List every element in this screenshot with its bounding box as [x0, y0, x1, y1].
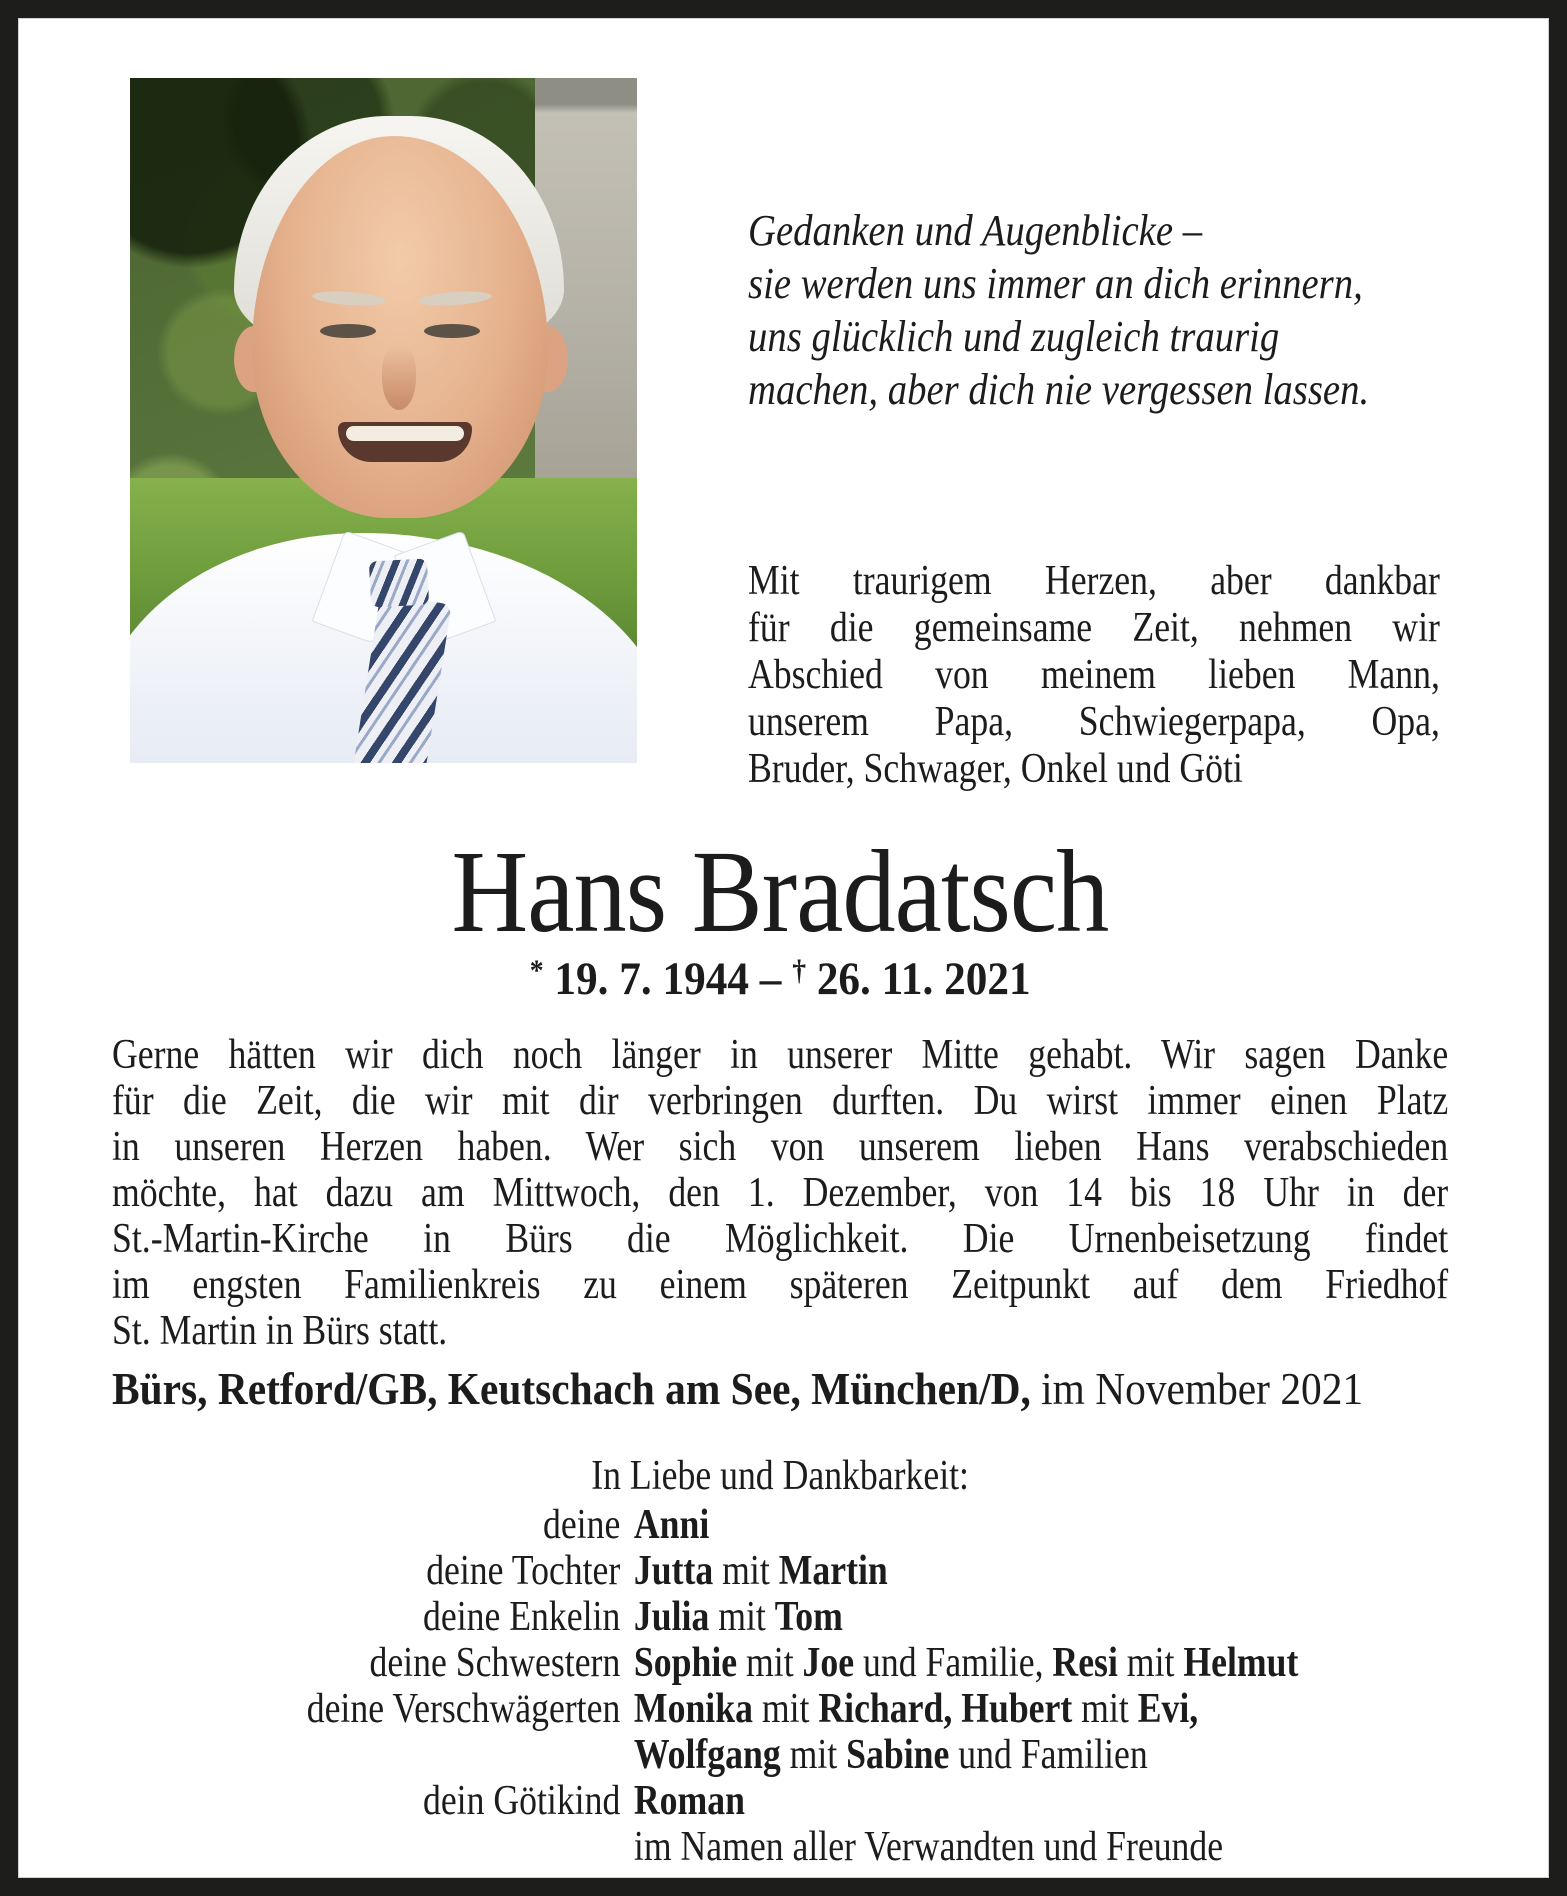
farewell-intro-line: unserem Papa, Schwiegerpapa, Opa, — [748, 699, 1440, 745]
mourner-name: Resi — [1052, 1640, 1118, 1686]
portrait-photo — [130, 78, 637, 763]
announcement-paragraph-line: in unseren Herzen haben. Wer sich von unserem lieben Hans verabschieden — [112, 1124, 1449, 1170]
farewell-intro-line: Mit traurigem Herzen, aber dankbar — [748, 558, 1440, 604]
mourner-names — [634, 1732, 1448, 1778]
mourner-connector: und Familie, — [854, 1640, 1053, 1686]
announcement-paragraph-line: im engsten Familienkreis zu einem späteren Zeitpunkt auf dem Friedhof — [112, 1262, 1449, 1308]
death-dagger-symbol: † — [791, 954, 806, 987]
memorial-quote-line: machen, aber dich nie vergessen lassen. — [748, 365, 1370, 414]
farewell-intro-line: für die gemeinsame Zeit, nehmen wir — [748, 605, 1440, 651]
mourner-name: Richard, Hubert — [818, 1686, 1073, 1732]
announcement-paragraph-line: St.-Martin-Kirche in Bürs die Möglichkeit. Die Urnenbeisetzung findet — [112, 1216, 1449, 1262]
places-date: im November 2021 — [1030, 1363, 1364, 1414]
mourner-relation-label: deine — [542, 1502, 621, 1548]
birth-date: 19. 7. 1944 — [554, 953, 749, 1005]
mourner-relation-label: deine Verschwägerten — [306, 1686, 621, 1732]
mourner-relation-label: deine Tochter — [426, 1548, 621, 1594]
mourner-relation-label: dein Götikind — [422, 1778, 621, 1824]
life-dates — [112, 952, 1448, 1006]
deceased-name-block — [112, 826, 1448, 957]
memorial-quote-line: sie werden uns immer an dich erinnern, — [748, 259, 1363, 308]
announcement-paragraph-line: St. Martin in Bürs statt. — [112, 1308, 448, 1354]
mourner-name: Sabine — [846, 1732, 950, 1778]
mourner-row — [112, 1594, 1448, 1640]
photo-smile — [338, 422, 472, 462]
photo-tie-knot — [369, 559, 429, 608]
farewell-intro — [748, 558, 1440, 793]
mourner-name: Wolfgang — [633, 1732, 781, 1778]
mourner-row — [112, 1548, 1448, 1594]
mourner-relation-label — [112, 1824, 620, 1870]
mourner-names — [634, 1548, 1448, 1594]
mourner-name: Evi, — [1137, 1686, 1199, 1732]
mourner-relation-label — [112, 1732, 620, 1778]
photo-eye-right — [424, 324, 480, 338]
memorial-quote-line: uns glücklich und zugleich traurig — [748, 312, 1280, 361]
mourner-connector: im Namen aller Verwandten und Freunde — [633, 1824, 1224, 1870]
mourner-connector: mit — [1072, 1686, 1138, 1732]
places-line — [112, 1363, 1448, 1415]
mourner-connector: und Familien — [949, 1732, 1148, 1778]
places-bold: Bürs, Retford/GB, Keutschach am See, München/D, — [112, 1363, 1031, 1414]
mourner-name: Monika — [633, 1686, 753, 1732]
birth-star-symbol: * — [529, 954, 544, 987]
announcement-paragraph-line: für die Zeit, die wir mit dir verbringen durften. Du wirst immer einen Platz — [112, 1078, 1449, 1124]
mourner-name: Roman — [633, 1778, 745, 1824]
mourner-relation-label: deine Enkelin — [423, 1594, 621, 1640]
mourner-row — [112, 1640, 1448, 1686]
memorial-quote — [748, 204, 1448, 416]
mourner-name: Jutta — [633, 1548, 714, 1594]
photo-eye-left — [320, 324, 376, 338]
farewell-intro-line: Bruder, Schwager, Onkel und Göti — [748, 746, 1243, 792]
mourner-name: Sophie — [633, 1640, 738, 1686]
mourner-row — [112, 1824, 1448, 1870]
mourner-name: Joe — [802, 1640, 855, 1686]
announcement-paragraph — [112, 1032, 1448, 1354]
announcement-paragraph-line: möchte, hat dazu am Mittwoch, den 1. Dezember, von 14 bis 18 Uhr in der — [112, 1170, 1449, 1216]
announcement-paragraph-line: Gerne hätten wir dich noch länger in unserer Mitte gehabt. Wir sagen Danke — [112, 1032, 1449, 1078]
mourner-connector: mit — [1117, 1640, 1184, 1686]
mourner-connector: mit — [780, 1732, 847, 1778]
mourner-row — [112, 1778, 1448, 1824]
mourner-names — [634, 1594, 1448, 1640]
mourner-connector: mit — [713, 1548, 779, 1594]
mourner-names — [634, 1824, 1448, 1870]
date-separator: – — [759, 953, 782, 1005]
mourner-name: Tom — [774, 1594, 843, 1640]
mourner-row — [112, 1502, 1448, 1548]
mourner-name: Martin — [778, 1548, 888, 1594]
mourner-connector: mit — [752, 1686, 819, 1732]
mourner-names — [634, 1686, 1448, 1732]
memorial-quote-line: Gedanken und Augenblicke – — [748, 206, 1203, 255]
mourner-connector: mit — [709, 1594, 775, 1640]
death-date: 26. 11. 2021 — [816, 953, 1031, 1005]
mourner-names — [634, 1640, 1448, 1686]
mourner-names — [634, 1778, 1448, 1824]
deceased-name: Hans Bradatsch — [451, 826, 1109, 957]
mourner-row — [112, 1732, 1448, 1778]
mourner-name: Helmut — [1183, 1640, 1299, 1686]
mourner-name: Julia — [633, 1594, 710, 1640]
mourner-name: Anni — [633, 1502, 710, 1548]
mourner-relation-label: deine Schwestern — [369, 1640, 621, 1686]
farewell-intro-line: Abschied von meinem lieben Mann, — [748, 652, 1440, 698]
mourner-row — [112, 1686, 1448, 1732]
mourner-names — [634, 1502, 1448, 1548]
mourners-list — [112, 1502, 1448, 1870]
mourner-connector: mit — [737, 1640, 803, 1686]
closing-heading: In Liebe und Dankbarkeit: — [591, 1453, 969, 1499]
photo-nose — [382, 346, 416, 410]
